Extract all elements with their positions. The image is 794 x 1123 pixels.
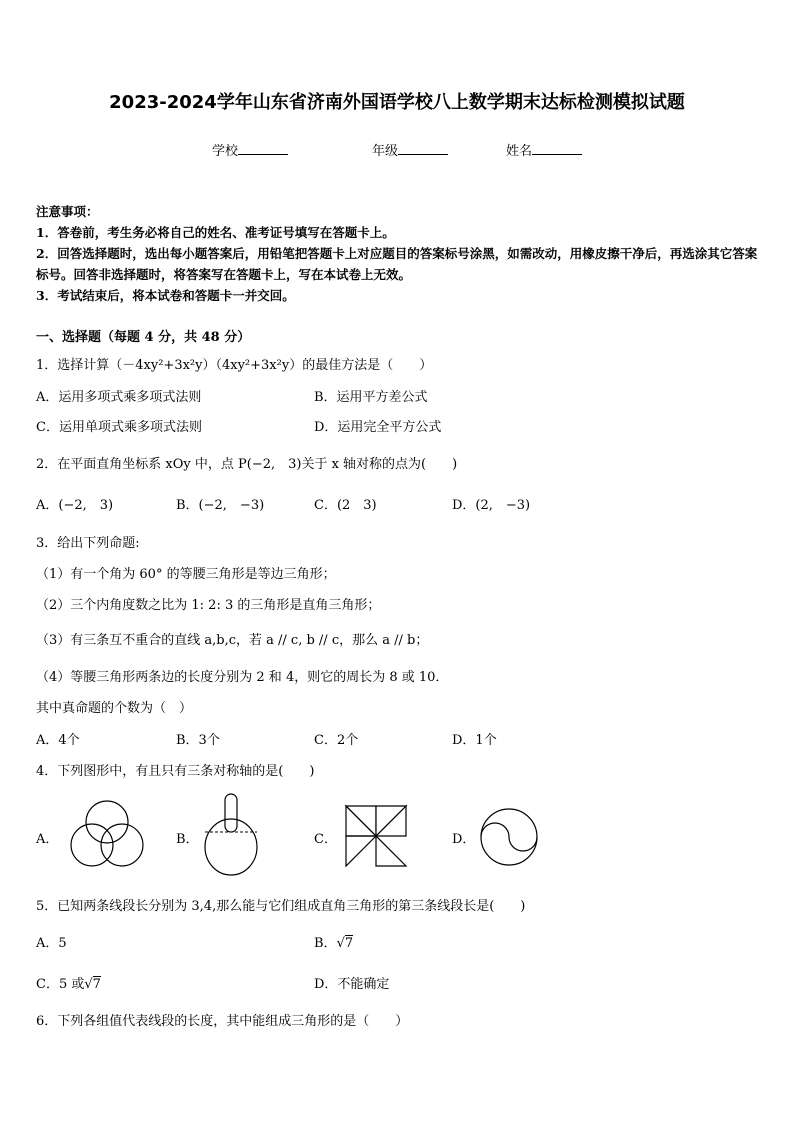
- q4-option-d-label: D．: [452, 832, 476, 847]
- q5-option-c-label: C．5 或: [36, 977, 85, 992]
- q5-option-a: A．5: [36, 936, 67, 951]
- q3-question: 其中真命题的个数为（ ）: [36, 701, 193, 716]
- q1-option-b: B．运用平方差公式: [314, 390, 428, 405]
- grade-label: 年级: [372, 144, 399, 159]
- sqrt-symbol: √: [84, 977, 93, 992]
- q1-option-d: D．运用完全平方公式: [314, 420, 442, 435]
- q5-option-d: D．不能确定: [314, 977, 390, 992]
- school-label: 学校: [212, 144, 239, 159]
- grade-field: [372, 140, 448, 159]
- q5-stem: 5．已知两条线段长分别为 3,4,那么能与它们组成直角三角形的第三条线段长是( ): [36, 899, 526, 914]
- name-label: 姓名: [506, 144, 533, 159]
- q2-option-a: A．(−2, 3): [36, 498, 114, 513]
- notice-item-1: 1．答卷前，考生务必将自己的姓名、准考证号填写在答题卡上。: [36, 225, 395, 240]
- taiji-figure: [478, 806, 540, 868]
- q6-stem: 6．下列各组值代表线段的长度，其中能组成三角形的是（ ）: [36, 1014, 409, 1029]
- q3-stem: 3．给出下列命题:: [36, 536, 140, 551]
- q1-stem: 1．选择计算（－4xy²+3x²y）（4xy²+3x²y）的最佳方法是（ ）: [36, 358, 433, 373]
- sqrt-symbol: √: [336, 936, 345, 951]
- q5-option-b-label: B．: [314, 936, 337, 951]
- name-field: [506, 140, 582, 159]
- q3-option-b: B．3个: [176, 733, 220, 748]
- q3-option-a: A．4个: [36, 733, 80, 748]
- q2-option-c: C．(2 3): [314, 498, 377, 513]
- q3-option-d: D．1个: [452, 733, 497, 748]
- q2-option-b: B．(−2, −3): [176, 498, 265, 513]
- q1-option-a: A．运用多项式乘多项式法则: [36, 390, 202, 405]
- q1-option-c: C．运用单项式乘多项式法则: [36, 420, 202, 435]
- q2-stem: 2．在平面直角坐标系 xOy 中，点 P(−2, 3)关于 x 轴对称的点为( ): [36, 457, 458, 472]
- q4-option-b-label: B．: [176, 832, 199, 847]
- q5-option-b: [314, 932, 353, 951]
- trefoil-circles-figure: [66, 798, 148, 870]
- notice-block: [36, 201, 761, 306]
- notice-heading: 注意事项：: [36, 204, 99, 219]
- school-blank: [238, 142, 288, 155]
- q2-option-d: D．(2, −3): [452, 498, 531, 513]
- page-title: 2023-2024学年山东省济南外国语学校八上数学期末达标检测模拟试题: [109, 92, 685, 113]
- grade-blank: [398, 142, 448, 155]
- notice-item-3: 3．考试结束后，将本试卷和答题卡一并交回。: [36, 288, 295, 303]
- paddle-figure: [200, 792, 264, 878]
- q5-option-b-radicand: 7: [344, 936, 354, 951]
- q4-option-c-label: C．: [314, 832, 337, 847]
- q3-proposition-4: （4）等腰三角形两条边的长度分别为 2 和 4，则它的周长为 8 或 10．: [36, 670, 449, 685]
- section-heading: 一、选择题（每题 4 分，共 48 分）: [36, 330, 251, 345]
- q3-proposition-3: （3）有三条互不重合的直线 a,b,c，若 a // c, b // c，那么 a // b；: [36, 633, 429, 648]
- q3-option-c: C．2个: [314, 733, 359, 748]
- q4-stem: 4．下列图形中，有且只有三条对称轴的是( ): [36, 764, 315, 779]
- q3-proposition-2: （2）三个内角度数之比为 1: 2: 3 的三角形是直角三角形；: [36, 598, 381, 613]
- q3-proposition-1: （1）有一个角为 60° 的等腰三角形是等边三角形；: [36, 567, 336, 582]
- q5-option-c-radicand: 7: [92, 977, 101, 992]
- name-blank: [532, 142, 582, 155]
- school-field: [212, 140, 288, 159]
- pinwheel-figure: [344, 804, 408, 868]
- notice-item-2: 2．回答选择题时，选出每小题答案后，用铅笔把答题卡上对应题目的答案标号涂黑，如需改动，用橡皮擦干净后，再选涂其它答案标号。回答非选择题时，将答案写在答题卡上，写在本试卷上无效。: [36, 246, 758, 282]
- q4-option-a-label: A．: [36, 832, 59, 847]
- q5-option-c: [36, 973, 101, 992]
